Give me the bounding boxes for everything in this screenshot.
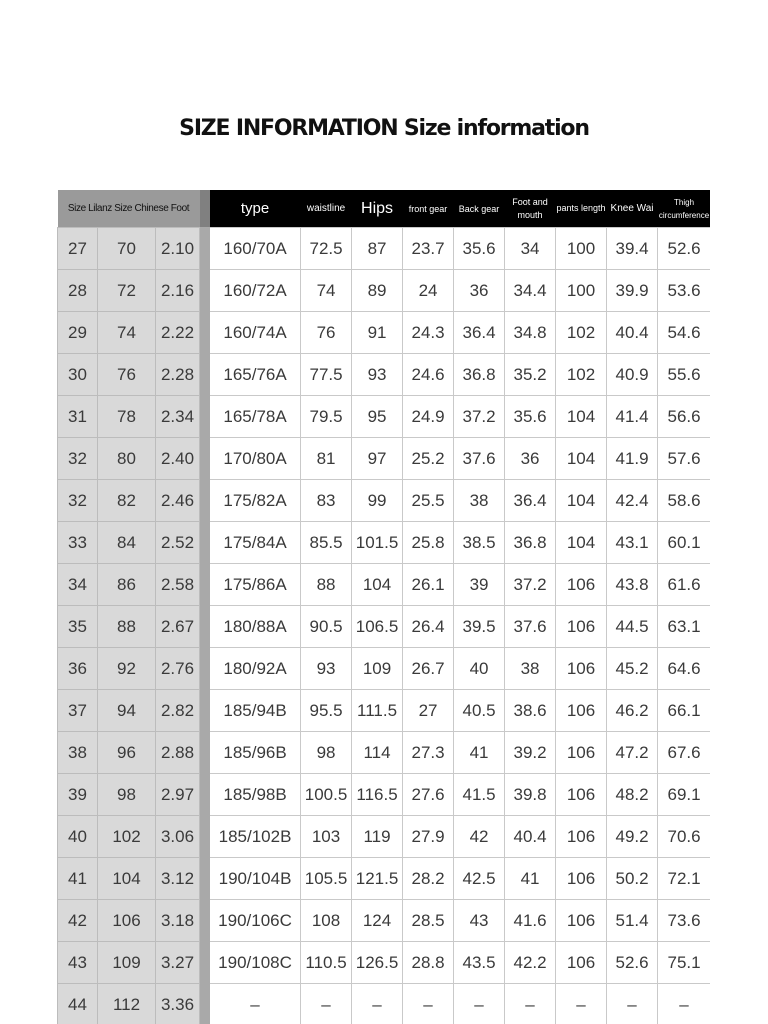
cell-knee-wai: 45.2 — [607, 648, 658, 690]
table-row — [58, 312, 711, 354]
cell-back-gear: 36.4 — [454, 312, 505, 354]
cell-waistline: 85.5 — [301, 522, 352, 564]
cell-lilanz-size: 96 — [98, 732, 156, 774]
cell-waistline: 81 — [301, 438, 352, 480]
cell-front-gear: 24.6 — [403, 354, 454, 396]
column-divider — [200, 480, 210, 522]
cell-thigh-circumference: 73.6 — [658, 900, 710, 942]
column-divider — [200, 942, 210, 984]
cell-waistline: 100.5 — [301, 774, 352, 816]
cell-foot-and-mouth: 40.4 — [505, 816, 556, 858]
cell-pants-length: 106 — [556, 900, 607, 942]
cell-foot-and-mouth: – — [505, 984, 556, 1024]
cell-type: 190/108C — [210, 942, 301, 984]
cell-chinese-foot: 3.06 — [156, 816, 200, 858]
cell-thigh-circumference: 75.1 — [658, 942, 710, 984]
cell-back-gear: 37.6 — [454, 438, 505, 480]
cell-back-gear: 36.8 — [454, 354, 505, 396]
cell-type: 190/104B — [210, 858, 301, 900]
cell-front-gear: 26.1 — [403, 564, 454, 606]
cell-foot-and-mouth: 35.2 — [505, 354, 556, 396]
cell-type: 160/72A — [210, 270, 301, 312]
cell-chinese-foot: 2.76 — [156, 648, 200, 690]
column-divider — [200, 984, 210, 1024]
cell-back-gear: 41 — [454, 732, 505, 774]
column-divider — [200, 606, 210, 648]
cell-chinese-foot: 3.12 — [156, 858, 200, 900]
table-row — [58, 354, 711, 396]
column-divider — [200, 312, 210, 354]
cell-front-gear: 27.9 — [403, 816, 454, 858]
cell-knee-wai: 51.4 — [607, 900, 658, 942]
cell-front-gear: 28.2 — [403, 858, 454, 900]
cell-hips: 114 — [352, 732, 403, 774]
cell-size: 40 — [58, 816, 98, 858]
cell-knee-wai: 43.1 — [607, 522, 658, 564]
cell-thigh-circumference: 52.6 — [658, 228, 710, 270]
column-divider — [200, 648, 210, 690]
cell-front-gear: 28.8 — [403, 942, 454, 984]
table-row — [58, 270, 711, 312]
cell-foot-and-mouth: 36.4 — [505, 480, 556, 522]
cell-pants-length: 100 — [556, 228, 607, 270]
cell-chinese-foot: 2.22 — [156, 312, 200, 354]
cell-type: 175/86A — [210, 564, 301, 606]
cell-knee-wai: 40.9 — [607, 354, 658, 396]
cell-pants-length: – — [556, 984, 607, 1024]
cell-lilanz-size: 92 — [98, 648, 156, 690]
column-divider — [200, 228, 210, 270]
cell-size: 34 — [58, 564, 98, 606]
header-pants-length: pants length — [556, 190, 607, 228]
cell-waistline: 110.5 — [301, 942, 352, 984]
table-body — [58, 228, 711, 1024]
cell-waistline: 79.5 — [301, 396, 352, 438]
cell-thigh-circumference: 70.6 — [658, 816, 710, 858]
header-hips: Hips — [352, 190, 403, 228]
cell-hips: 91 — [352, 312, 403, 354]
cell-back-gear: 35.6 — [454, 228, 505, 270]
cell-hips: 97 — [352, 438, 403, 480]
cell-size: 29 — [58, 312, 98, 354]
column-divider — [200, 438, 210, 480]
cell-lilanz-size: 102 — [98, 816, 156, 858]
cell-thigh-circumference: 72.1 — [658, 858, 710, 900]
cell-back-gear: 43.5 — [454, 942, 505, 984]
column-divider — [200, 522, 210, 564]
cell-type: 180/88A — [210, 606, 301, 648]
cell-back-gear: 38.5 — [454, 522, 505, 564]
cell-foot-and-mouth: 37.6 — [505, 606, 556, 648]
table-row — [58, 564, 711, 606]
cell-lilanz-size: 106 — [98, 900, 156, 942]
cell-pants-length: 100 — [556, 270, 607, 312]
cell-back-gear: 42.5 — [454, 858, 505, 900]
cell-waistline: 72.5 — [301, 228, 352, 270]
table-row — [58, 690, 711, 732]
cell-foot-and-mouth: 41 — [505, 858, 556, 900]
cell-front-gear: 26.7 — [403, 648, 454, 690]
cell-type: 185/94B — [210, 690, 301, 732]
table-row — [58, 774, 711, 816]
cell-size: 30 — [58, 354, 98, 396]
table-row — [58, 984, 711, 1024]
cell-type: 160/70A — [210, 228, 301, 270]
cell-lilanz-size: 72 — [98, 270, 156, 312]
cell-lilanz-size: 80 — [98, 438, 156, 480]
cell-knee-wai: 47.2 — [607, 732, 658, 774]
cell-front-gear: 27.6 — [403, 774, 454, 816]
cell-front-gear: 27.3 — [403, 732, 454, 774]
cell-waistline: 77.5 — [301, 354, 352, 396]
cell-knee-wai: 50.2 — [607, 858, 658, 900]
cell-size: 37 — [58, 690, 98, 732]
cell-knee-wai: 40.4 — [607, 312, 658, 354]
table-row — [58, 522, 711, 564]
cell-lilanz-size: 104 — [98, 858, 156, 900]
cell-back-gear: 36 — [454, 270, 505, 312]
cell-pants-length: 106 — [556, 774, 607, 816]
cell-pants-length: 102 — [556, 312, 607, 354]
header-foot-and-mouth: Foot and mouth — [505, 190, 556, 228]
cell-size: 31 — [58, 396, 98, 438]
cell-type: 170/80A — [210, 438, 301, 480]
cell-size: 41 — [58, 858, 98, 900]
cell-pants-length: 106 — [556, 732, 607, 774]
cell-size: 42 — [58, 900, 98, 942]
column-divider — [200, 396, 210, 438]
cell-thigh-circumference: – — [658, 984, 710, 1024]
cell-waistline: 98 — [301, 732, 352, 774]
table-row — [58, 942, 711, 984]
cell-knee-wai: 48.2 — [607, 774, 658, 816]
cell-hips: 89 — [352, 270, 403, 312]
cell-type: 185/102B — [210, 816, 301, 858]
cell-waistline: 103 — [301, 816, 352, 858]
cell-front-gear: 28.5 — [403, 900, 454, 942]
cell-chinese-foot: 3.18 — [156, 900, 200, 942]
cell-chinese-foot: 2.58 — [156, 564, 200, 606]
column-divider — [200, 354, 210, 396]
cell-chinese-foot: 2.40 — [156, 438, 200, 480]
cell-type: – — [210, 984, 301, 1024]
cell-waistline: 93 — [301, 648, 352, 690]
cell-hips: – — [352, 984, 403, 1024]
cell-chinese-foot: 2.28 — [156, 354, 200, 396]
table-row — [58, 816, 711, 858]
cell-lilanz-size: 74 — [98, 312, 156, 354]
cell-back-gear: 39 — [454, 564, 505, 606]
cell-size: 33 — [58, 522, 98, 564]
cell-knee-wai: 41.9 — [607, 438, 658, 480]
cell-hips: 106.5 — [352, 606, 403, 648]
column-divider — [200, 270, 210, 312]
cell-size: 35 — [58, 606, 98, 648]
cell-hips: 119 — [352, 816, 403, 858]
cell-waistline: 108 — [301, 900, 352, 942]
column-divider — [200, 774, 210, 816]
table-row — [58, 732, 711, 774]
cell-hips: 124 — [352, 900, 403, 942]
size-table — [57, 190, 710, 1024]
page-title: SIZE INFORMATION Size information — [179, 116, 589, 141]
cell-waistline: 105.5 — [301, 858, 352, 900]
cell-hips: 116.5 — [352, 774, 403, 816]
table-row — [58, 438, 711, 480]
cell-back-gear: 40.5 — [454, 690, 505, 732]
cell-front-gear: 27 — [403, 690, 454, 732]
cell-hips: 99 — [352, 480, 403, 522]
cell-foot-and-mouth: 36.8 — [505, 522, 556, 564]
cell-chinese-foot: 3.27 — [156, 942, 200, 984]
table-row — [58, 648, 711, 690]
column-divider — [200, 190, 210, 228]
cell-hips: 93 — [352, 354, 403, 396]
header-back-gear: Back gear — [454, 190, 505, 228]
cell-size: 27 — [58, 228, 98, 270]
header-waistline: waistline — [301, 190, 352, 228]
header-front-gear: front gear — [403, 190, 454, 228]
table-header-row — [58, 190, 711, 228]
cell-knee-wai: 49.2 — [607, 816, 658, 858]
cell-front-gear: – — [403, 984, 454, 1024]
cell-front-gear: 25.2 — [403, 438, 454, 480]
cell-back-gear: 39.5 — [454, 606, 505, 648]
cell-pants-length: 104 — [556, 396, 607, 438]
cell-waistline: 95.5 — [301, 690, 352, 732]
cell-knee-wai: 44.5 — [607, 606, 658, 648]
cell-thigh-circumference: 56.6 — [658, 396, 710, 438]
cell-thigh-circumference: 57.6 — [658, 438, 710, 480]
cell-knee-wai: 39.4 — [607, 228, 658, 270]
cell-back-gear: 41.5 — [454, 774, 505, 816]
cell-chinese-foot: 2.88 — [156, 732, 200, 774]
cell-waistline: 74 — [301, 270, 352, 312]
cell-pants-length: 106 — [556, 648, 607, 690]
column-divider — [200, 690, 210, 732]
cell-front-gear: 25.5 — [403, 480, 454, 522]
cell-lilanz-size: 84 — [98, 522, 156, 564]
cell-lilanz-size: 82 — [98, 480, 156, 522]
column-divider — [200, 564, 210, 606]
cell-hips: 95 — [352, 396, 403, 438]
cell-type: 175/82A — [210, 480, 301, 522]
cell-pants-length: 106 — [556, 858, 607, 900]
cell-knee-wai: 39.9 — [607, 270, 658, 312]
cell-foot-and-mouth: 36 — [505, 438, 556, 480]
cell-size: 36 — [58, 648, 98, 690]
cell-lilanz-size: 109 — [98, 942, 156, 984]
cell-lilanz-size: 76 — [98, 354, 156, 396]
cell-lilanz-size: 88 — [98, 606, 156, 648]
cell-back-gear: – — [454, 984, 505, 1024]
cell-size: 39 — [58, 774, 98, 816]
cell-size: 43 — [58, 942, 98, 984]
cell-waistline: 83 — [301, 480, 352, 522]
table-row — [58, 858, 711, 900]
cell-waistline: 90.5 — [301, 606, 352, 648]
cell-hips: 109 — [352, 648, 403, 690]
cell-type: 160/74A — [210, 312, 301, 354]
cell-knee-wai: – — [607, 984, 658, 1024]
cell-foot-and-mouth: 42.2 — [505, 942, 556, 984]
cell-hips: 104 — [352, 564, 403, 606]
cell-foot-and-mouth: 34.8 — [505, 312, 556, 354]
cell-front-gear: 25.8 — [403, 522, 454, 564]
cell-size: 28 — [58, 270, 98, 312]
cell-back-gear: 43 — [454, 900, 505, 942]
cell-thigh-circumference: 60.1 — [658, 522, 710, 564]
cell-waistline: – — [301, 984, 352, 1024]
cell-thigh-circumference: 64.6 — [658, 648, 710, 690]
cell-thigh-circumference: 61.6 — [658, 564, 710, 606]
cell-chinese-foot: 2.10 — [156, 228, 200, 270]
cell-lilanz-size: 70 — [98, 228, 156, 270]
cell-foot-and-mouth: 38.6 — [505, 690, 556, 732]
cell-foot-and-mouth: 39.8 — [505, 774, 556, 816]
cell-front-gear: 23.7 — [403, 228, 454, 270]
cell-thigh-circumference: 69.1 — [658, 774, 710, 816]
cell-front-gear: 24 — [403, 270, 454, 312]
cell-lilanz-size: 112 — [98, 984, 156, 1024]
cell-waistline: 76 — [301, 312, 352, 354]
table-row — [58, 606, 711, 648]
cell-lilanz-size: 94 — [98, 690, 156, 732]
cell-hips: 111.5 — [352, 690, 403, 732]
cell-front-gear: 24.9 — [403, 396, 454, 438]
cell-thigh-circumference: 53.6 — [658, 270, 710, 312]
cell-foot-and-mouth: 41.6 — [505, 900, 556, 942]
cell-hips: 121.5 — [352, 858, 403, 900]
cell-knee-wai: 46.2 — [607, 690, 658, 732]
cell-back-gear: 38 — [454, 480, 505, 522]
cell-chinese-foot: 2.97 — [156, 774, 200, 816]
cell-thigh-circumference: 63.1 — [658, 606, 710, 648]
cell-type: 190/106C — [210, 900, 301, 942]
column-divider — [200, 900, 210, 942]
cell-front-gear: 26.4 — [403, 606, 454, 648]
cell-chinese-foot: 2.67 — [156, 606, 200, 648]
cell-thigh-circumference: 67.6 — [658, 732, 710, 774]
cell-pants-length: 102 — [556, 354, 607, 396]
cell-size: 32 — [58, 480, 98, 522]
cell-size: 32 — [58, 438, 98, 480]
cell-waistline: 88 — [301, 564, 352, 606]
cell-knee-wai: 41.4 — [607, 396, 658, 438]
cell-hips: 126.5 — [352, 942, 403, 984]
cell-foot-and-mouth: 34 — [505, 228, 556, 270]
column-divider — [200, 816, 210, 858]
cell-type: 180/92A — [210, 648, 301, 690]
cell-pants-length: 104 — [556, 438, 607, 480]
cell-foot-and-mouth: 37.2 — [505, 564, 556, 606]
cell-pants-length: 106 — [556, 606, 607, 648]
cell-size: 44 — [58, 984, 98, 1024]
cell-pants-length: 106 — [556, 816, 607, 858]
cell-thigh-circumference: 54.6 — [658, 312, 710, 354]
cell-size: 38 — [58, 732, 98, 774]
header-type: type — [210, 190, 301, 228]
cell-lilanz-size: 78 — [98, 396, 156, 438]
cell-type: 165/76A — [210, 354, 301, 396]
cell-pants-length: 104 — [556, 480, 607, 522]
cell-back-gear: 37.2 — [454, 396, 505, 438]
column-divider — [200, 858, 210, 900]
header-knee-wai: Knee Wai — [607, 190, 658, 228]
cell-chinese-foot: 2.16 — [156, 270, 200, 312]
cell-back-gear: 40 — [454, 648, 505, 690]
cell-knee-wai: 52.6 — [607, 942, 658, 984]
cell-lilanz-size: 86 — [98, 564, 156, 606]
cell-chinese-foot: 2.52 — [156, 522, 200, 564]
cell-chinese-foot: 2.82 — [156, 690, 200, 732]
cell-chinese-foot: 2.34 — [156, 396, 200, 438]
cell-foot-and-mouth: 39.2 — [505, 732, 556, 774]
table-row — [58, 228, 711, 270]
cell-thigh-circumference: 66.1 — [658, 690, 710, 732]
cell-type: 165/78A — [210, 396, 301, 438]
header-size-lilanz-chinese-foot: Size Lilanz Size Chinese Foot — [58, 190, 200, 228]
cell-chinese-foot: 2.46 — [156, 480, 200, 522]
cell-type: 185/98B — [210, 774, 301, 816]
cell-foot-and-mouth: 38 — [505, 648, 556, 690]
table-row — [58, 900, 711, 942]
cell-pants-length: 104 — [556, 522, 607, 564]
cell-knee-wai: 43.8 — [607, 564, 658, 606]
cell-chinese-foot: 3.36 — [156, 984, 200, 1024]
column-divider — [200, 732, 210, 774]
cell-pants-length: 106 — [556, 942, 607, 984]
cell-knee-wai: 42.4 — [607, 480, 658, 522]
cell-pants-length: 106 — [556, 564, 607, 606]
cell-front-gear: 24.3 — [403, 312, 454, 354]
cell-pants-length: 106 — [556, 690, 607, 732]
cell-foot-and-mouth: 35.6 — [505, 396, 556, 438]
header-thigh-circumference: Thigh circumference — [658, 190, 710, 228]
table-row — [58, 480, 711, 522]
cell-hips: 101.5 — [352, 522, 403, 564]
cell-type: 175/84A — [210, 522, 301, 564]
table-row — [58, 396, 711, 438]
cell-lilanz-size: 98 — [98, 774, 156, 816]
cell-thigh-circumference: 58.6 — [658, 480, 710, 522]
cell-type: 185/96B — [210, 732, 301, 774]
cell-thigh-circumference: 55.6 — [658, 354, 710, 396]
cell-hips: 87 — [352, 228, 403, 270]
cell-back-gear: 42 — [454, 816, 505, 858]
cell-foot-and-mouth: 34.4 — [505, 270, 556, 312]
